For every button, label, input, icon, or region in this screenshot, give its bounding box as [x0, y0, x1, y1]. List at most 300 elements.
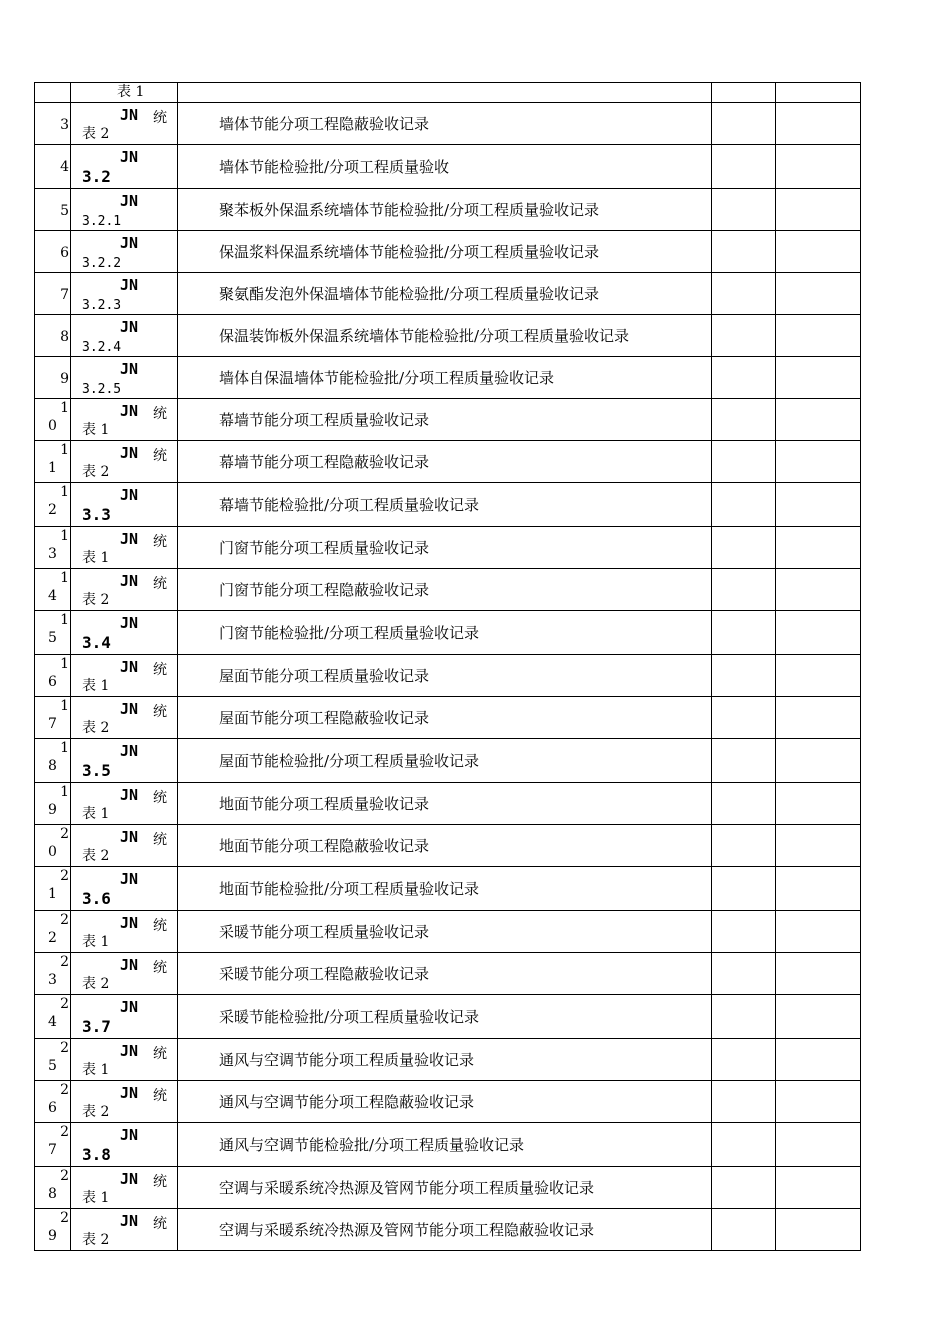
- row-number-part1: 2: [60, 996, 69, 1012]
- record-name-cell: [178, 231, 712, 273]
- blank-cell-b: [776, 189, 861, 231]
- blank-cell-b: [776, 1081, 861, 1123]
- row-number-part1: 3: [60, 117, 69, 133]
- table-row: [35, 953, 861, 995]
- record-index-table: [34, 82, 861, 1251]
- record-name: 幕墙节能分项工程隐蔽验收记录: [219, 453, 430, 471]
- blank-cell-a: [712, 911, 776, 953]
- record-name-cell: [178, 399, 712, 441]
- blank-cell-b: [776, 1209, 861, 1251]
- form-code-prefix: JN: [120, 360, 139, 378]
- number-cell: [35, 145, 71, 189]
- number-cell: [35, 911, 71, 953]
- record-name-cell: [178, 739, 712, 783]
- form-code-cell: [71, 825, 178, 867]
- number-cell: [35, 103, 71, 145]
- row-number-part2: 6: [48, 674, 57, 690]
- number-cell: [35, 953, 71, 995]
- table-row: [35, 1167, 861, 1209]
- blank-cell-b: [776, 1123, 861, 1167]
- form-code-suffix: 表 1: [82, 934, 110, 950]
- blank-cell-b: [776, 995, 861, 1039]
- table-row: [35, 697, 861, 739]
- form-code-prefix: JN: [120, 614, 139, 632]
- blank-cell-b: [776, 1039, 861, 1081]
- number-cell: [35, 527, 71, 569]
- table-row: [35, 569, 861, 611]
- row-number-part1: 2: [60, 1210, 69, 1226]
- record-name: 空调与采暖系统冷热源及管网节能分项工程隐蔽验收记录: [219, 1221, 595, 1239]
- row-number-part2: 0: [48, 844, 57, 860]
- record-name-cell: [178, 1167, 712, 1209]
- record-name: 屋面节能检验批/分项工程质量验收记录: [219, 752, 480, 770]
- record-name-cell: [178, 1039, 712, 1081]
- form-code-prefix: JN: [120, 1212, 139, 1230]
- blank-cell-b: [776, 83, 861, 103]
- form-code-prefix: JN: [120, 914, 139, 932]
- form-code-prefix: JN: [120, 658, 139, 676]
- table-row: [35, 825, 861, 867]
- record-name: 门窗节能分项工程质量验收记录: [219, 539, 430, 557]
- record-name: 保温装饰板外保温系统墙体节能检验批/分项工程质量验收记录: [219, 327, 630, 345]
- blank-cell-b: [776, 867, 861, 911]
- form-code-suffix: 3.7: [82, 1017, 111, 1036]
- form-code-suffix: 表 1: [82, 678, 110, 694]
- table-row: [35, 1081, 861, 1123]
- number-cell: [35, 189, 71, 231]
- row-number-part2: 5: [48, 630, 57, 646]
- blank-cell-b: [776, 911, 861, 953]
- blank-cell-b: [776, 315, 861, 357]
- record-name-cell: [178, 611, 712, 655]
- blank-cell-a: [712, 527, 776, 569]
- form-code-tong: 统: [153, 1216, 167, 1232]
- row-number-part2: 3: [48, 972, 57, 988]
- record-name: 空调与采暖系统冷热源及管网节能分项工程质量验收记录: [219, 1179, 595, 1197]
- row-number-part2: 0: [48, 418, 57, 434]
- form-code-cell: [71, 273, 178, 315]
- blank-cell-a: [712, 953, 776, 995]
- blank-cell-a: [712, 995, 776, 1039]
- form-code-cell: [71, 911, 178, 953]
- blank-cell-b: [776, 273, 861, 315]
- form-code-prefix: JN: [120, 444, 139, 462]
- form-code-cell: [71, 441, 178, 483]
- form-code-cell: [71, 83, 178, 103]
- row-number-part2: 1: [48, 886, 57, 902]
- form-code-cell: [71, 569, 178, 611]
- record-name: 地面节能分项工程质量验收记录: [219, 795, 430, 813]
- form-code-prefix: JN: [120, 700, 139, 718]
- form-code-suffix: 表 2: [82, 1232, 110, 1248]
- form-code-cell: [71, 783, 178, 825]
- form-code-cell: [71, 399, 178, 441]
- form-code-suffix: 表 1: [82, 806, 110, 822]
- form-code-tong: 统: [153, 110, 167, 126]
- blank-cell-b: [776, 1167, 861, 1209]
- form-code-prefix: JN: [120, 572, 139, 590]
- form-code-cell: [71, 1167, 178, 1209]
- table-row: [35, 995, 861, 1039]
- form-code-cell: [71, 103, 178, 145]
- blank-cell-a: [712, 357, 776, 399]
- row-number-part1: 2: [60, 1082, 69, 1098]
- row-number-part2: 2: [48, 502, 57, 518]
- row-number-part2: 7: [48, 716, 57, 732]
- form-code-tong: 统: [153, 576, 167, 592]
- row-number-part2: 3: [48, 546, 57, 562]
- form-code-suffix: 表 1: [82, 1190, 110, 1206]
- form-code-tong: 统: [153, 704, 167, 720]
- blank-cell-b: [776, 783, 861, 825]
- form-code-cell: [71, 995, 178, 1039]
- record-name: 门窗节能分项工程隐蔽验收记录: [219, 581, 430, 599]
- form-code-tong: 统: [153, 960, 167, 976]
- blank-cell-b: [776, 441, 861, 483]
- blank-cell-a: [712, 1167, 776, 1209]
- blank-cell-b: [776, 611, 861, 655]
- form-code-cell: [71, 189, 178, 231]
- form-code-cell: [71, 1081, 178, 1123]
- form-code-cell: [71, 483, 178, 527]
- number-cell: [35, 1123, 71, 1167]
- row-number-part2: 8: [48, 758, 57, 774]
- record-name-cell: [178, 483, 712, 527]
- blank-cell-a: [712, 697, 776, 739]
- form-code-prefix: JN: [120, 276, 139, 294]
- form-code-cell: [71, 145, 178, 189]
- row-number-part2: 4: [48, 1014, 57, 1030]
- table-row: [35, 145, 861, 189]
- table-row: [35, 189, 861, 231]
- record-name-cell: [178, 273, 712, 315]
- blank-cell-a: [712, 1209, 776, 1251]
- record-name: 门窗节能检验批/分项工程质量验收记录: [219, 624, 480, 642]
- blank-cell-a: [712, 315, 776, 357]
- number-cell: [35, 399, 71, 441]
- row-number-part1: 1: [60, 442, 69, 458]
- record-name-cell: [178, 1123, 712, 1167]
- table-row: [35, 483, 861, 527]
- row-number-part2: 7: [48, 1142, 57, 1158]
- row-number-part1: 4: [60, 159, 69, 175]
- number-cell: [35, 83, 71, 103]
- blank-cell-b: [776, 655, 861, 697]
- form-code-prefix: JN: [120, 192, 139, 210]
- blank-cell-b: [776, 231, 861, 273]
- table-row: [35, 1039, 861, 1081]
- number-cell: [35, 655, 71, 697]
- record-name: 聚氨酯发泡外保温墙体节能检验批/分项工程质量验收记录: [219, 285, 600, 303]
- form-code-suffix: 3.3: [82, 505, 111, 524]
- record-name: 聚苯板外保温系统墙体节能检验批/分项工程质量验收记录: [219, 201, 600, 219]
- blank-cell-b: [776, 145, 861, 189]
- row-number-part1: 2: [60, 1124, 69, 1140]
- form-code-suffix: 3.5: [82, 761, 111, 780]
- record-name: 保温浆料保温系统墙体节能检验批/分项工程质量验收记录: [219, 243, 600, 261]
- blank-cell-a: [712, 867, 776, 911]
- row-number-part2: 8: [48, 1186, 57, 1202]
- row-number-part1: 2: [60, 868, 69, 884]
- row-number-part2: 9: [48, 802, 57, 818]
- row-number-part1: 2: [60, 1040, 69, 1056]
- record-name: 屋面节能分项工程隐蔽验收记录: [219, 709, 430, 727]
- record-name: 地面节能分项工程隐蔽验收记录: [219, 837, 430, 855]
- form-code-cell: [71, 357, 178, 399]
- form-code-suffix: 表 2: [82, 464, 110, 480]
- record-name-cell: [178, 357, 712, 399]
- blank-cell-b: [776, 399, 861, 441]
- number-cell: [35, 867, 71, 911]
- table-row-partial: [35, 83, 861, 103]
- form-code-cell: [71, 611, 178, 655]
- row-number-part1: 6: [60, 245, 69, 261]
- form-code-suffix: 表 2: [82, 848, 110, 864]
- row-number-part1: 1: [60, 784, 69, 800]
- record-name-cell: [178, 83, 712, 103]
- table-row: [35, 783, 861, 825]
- form-code-tong: 统: [153, 448, 167, 464]
- form-code-suffix: 表 1: [82, 422, 110, 438]
- blank-cell-b: [776, 357, 861, 399]
- table-row: [35, 273, 861, 315]
- row-number-part1: 2: [60, 826, 69, 842]
- form-code-tong: 统: [153, 1088, 167, 1104]
- row-number-part1: 2: [60, 1168, 69, 1184]
- blank-cell-b: [776, 483, 861, 527]
- blank-cell-a: [712, 783, 776, 825]
- number-cell: [35, 739, 71, 783]
- table-row: [35, 867, 861, 911]
- row-number-part2: 2: [48, 930, 57, 946]
- row-number-part1: 1: [60, 698, 69, 714]
- blank-cell-b: [776, 825, 861, 867]
- record-name-cell: [178, 569, 712, 611]
- row-number-part1: 2: [60, 912, 69, 928]
- form-code-prefix: JN: [120, 530, 139, 548]
- record-name: 采暖节能分项工程质量验收记录: [219, 923, 430, 941]
- form-code-suffix: 表 2: [82, 976, 110, 992]
- record-name: 采暖节能检验批/分项工程质量验收记录: [219, 1008, 480, 1026]
- record-name: 通风与空调节能分项工程质量验收记录: [219, 1051, 475, 1069]
- record-name: 通风与空调节能检验批/分项工程质量验收记录: [219, 1136, 525, 1154]
- record-name-cell: [178, 783, 712, 825]
- row-number-part2: 5: [48, 1058, 57, 1074]
- blank-cell-a: [712, 83, 776, 103]
- form-code-tong: 统: [153, 1046, 167, 1062]
- form-code-prefix: JN: [120, 742, 139, 760]
- form-code-suffix: 3.2: [82, 167, 111, 186]
- table-row: [35, 739, 861, 783]
- form-code-prefix: JN: [120, 234, 139, 252]
- form-code-suffix: 表 2: [82, 720, 110, 736]
- row-number-part1: 1: [60, 740, 69, 756]
- blank-cell-a: [712, 739, 776, 783]
- form-code-cell: [71, 1209, 178, 1251]
- row-number-part1: 5: [60, 203, 69, 219]
- blank-cell-a: [712, 483, 776, 527]
- number-cell: [35, 357, 71, 399]
- table-row: [35, 611, 861, 655]
- blank-cell-a: [712, 655, 776, 697]
- blank-cell-b: [776, 739, 861, 783]
- number-cell: [35, 441, 71, 483]
- blank-cell-a: [712, 611, 776, 655]
- form-code-text: 表 1: [117, 84, 145, 100]
- record-name: 地面节能检验批/分项工程质量验收记录: [219, 880, 480, 898]
- form-code-prefix: JN: [120, 106, 139, 124]
- form-code-prefix: JN: [120, 870, 139, 888]
- form-code-suffix: 3.6: [82, 889, 111, 908]
- form-code-prefix: JN: [120, 1042, 139, 1060]
- record-name: 幕墙节能检验批/分项工程质量验收记录: [219, 496, 480, 514]
- number-cell: [35, 1209, 71, 1251]
- form-code-tong: 统: [153, 832, 167, 848]
- blank-cell-a: [712, 145, 776, 189]
- record-name-cell: [178, 315, 712, 357]
- record-name: 墙体节能分项工程隐蔽验收记录: [219, 115, 430, 133]
- row-number-part2: 1: [48, 460, 57, 476]
- blank-cell-a: [712, 1039, 776, 1081]
- form-code-suffix: 3.2.4: [82, 340, 122, 355]
- form-code-tong: 统: [153, 790, 167, 806]
- blank-cell-b: [776, 697, 861, 739]
- blank-cell-b: [776, 569, 861, 611]
- record-name: 墙体自保温墙体节能检验批/分项工程质量验收记录: [219, 369, 555, 387]
- form-code-prefix: JN: [120, 1170, 139, 1188]
- row-number-part1: 1: [60, 484, 69, 500]
- form-code-cell: [71, 867, 178, 911]
- number-cell: [35, 825, 71, 867]
- form-code-tong: 统: [153, 406, 167, 422]
- row-number-part1: 9: [60, 371, 69, 387]
- form-code-suffix: 3.4: [82, 633, 111, 652]
- blank-cell-a: [712, 103, 776, 145]
- record-name-cell: [178, 825, 712, 867]
- blank-cell-a: [712, 1081, 776, 1123]
- form-code-cell: [71, 1123, 178, 1167]
- number-cell: [35, 995, 71, 1039]
- table-row: [35, 655, 861, 697]
- record-name-cell: [178, 189, 712, 231]
- number-cell: [35, 1081, 71, 1123]
- record-name-cell: [178, 911, 712, 953]
- form-code-cell: [71, 739, 178, 783]
- row-number-part1: 1: [60, 400, 69, 416]
- record-name-cell: [178, 441, 712, 483]
- number-cell: [35, 611, 71, 655]
- form-code-tong: 统: [153, 918, 167, 934]
- table-row: [35, 231, 861, 273]
- form-code-prefix: JN: [120, 786, 139, 804]
- blank-cell-b: [776, 953, 861, 995]
- form-code-suffix: 表 1: [82, 550, 110, 566]
- form-code-prefix: JN: [120, 486, 139, 504]
- form-code-cell: [71, 953, 178, 995]
- number-cell: [35, 569, 71, 611]
- table-row: [35, 441, 861, 483]
- table-row: [35, 1209, 861, 1251]
- record-name: 幕墙节能分项工程质量验收记录: [219, 411, 430, 429]
- form-code-suffix: 3.8: [82, 1145, 111, 1164]
- blank-cell-a: [712, 569, 776, 611]
- form-code-suffix: 3.2.1: [82, 214, 122, 229]
- form-code-cell: [71, 231, 178, 273]
- record-name-cell: [178, 697, 712, 739]
- form-code-prefix: JN: [120, 998, 139, 1016]
- form-code-suffix: 表 2: [82, 1104, 110, 1120]
- record-name: 采暖节能分项工程隐蔽验收记录: [219, 965, 430, 983]
- table-row: [35, 527, 861, 569]
- form-code-suffix: 表 2: [82, 592, 110, 608]
- row-number-part1: 1: [60, 612, 69, 628]
- record-name: 屋面节能分项工程质量验收记录: [219, 667, 430, 685]
- form-code-tong: 统: [153, 534, 167, 550]
- row-number-part1: 7: [60, 287, 69, 303]
- table-row: [35, 103, 861, 145]
- form-code-prefix: JN: [120, 828, 139, 846]
- number-cell: [35, 273, 71, 315]
- table-row: [35, 315, 861, 357]
- form-code-prefix: JN: [120, 148, 139, 166]
- row-number-part2: 4: [48, 588, 57, 604]
- blank-cell-b: [776, 103, 861, 145]
- form-code-cell: [71, 527, 178, 569]
- row-number-part2: 9: [48, 1228, 57, 1244]
- blank-cell-b: [776, 527, 861, 569]
- form-code-tong: 统: [153, 1174, 167, 1190]
- form-code-prefix: JN: [120, 1084, 139, 1102]
- blank-cell-a: [712, 399, 776, 441]
- number-cell: [35, 315, 71, 357]
- record-name-cell: [178, 145, 712, 189]
- blank-cell-a: [712, 189, 776, 231]
- record-name-cell: [178, 1081, 712, 1123]
- row-number-part1: 1: [60, 570, 69, 586]
- record-name-cell: [178, 867, 712, 911]
- row-number-part1: 8: [60, 329, 69, 345]
- number-cell: [35, 483, 71, 527]
- number-cell: [35, 783, 71, 825]
- blank-cell-a: [712, 1123, 776, 1167]
- record-name-cell: [178, 1209, 712, 1251]
- form-code-suffix: 表 1: [82, 1062, 110, 1078]
- record-name-cell: [178, 103, 712, 145]
- row-number-part2: 6: [48, 1100, 57, 1116]
- form-code-cell: [71, 697, 178, 739]
- form-code-suffix: 3.2.3: [82, 298, 122, 313]
- record-name: 墙体节能检验批/分项工程质量验收: [219, 158, 450, 176]
- blank-cell-a: [712, 273, 776, 315]
- form-code-prefix: JN: [120, 318, 139, 336]
- table-row: [35, 1123, 861, 1167]
- form-code-suffix: 3.2.5: [82, 382, 122, 397]
- number-cell: [35, 1167, 71, 1209]
- number-cell: [35, 697, 71, 739]
- record-name-cell: [178, 655, 712, 697]
- row-number-part1: 2: [60, 954, 69, 970]
- record-name-cell: [178, 953, 712, 995]
- blank-cell-a: [712, 231, 776, 273]
- number-cell: [35, 1039, 71, 1081]
- form-code-prefix: JN: [120, 1126, 139, 1144]
- table-row: [35, 357, 861, 399]
- form-code-suffix: 3.2.2: [82, 256, 122, 271]
- table-row: [35, 399, 861, 441]
- form-code-cell: [71, 655, 178, 697]
- number-cell: [35, 231, 71, 273]
- table-row: [35, 911, 861, 953]
